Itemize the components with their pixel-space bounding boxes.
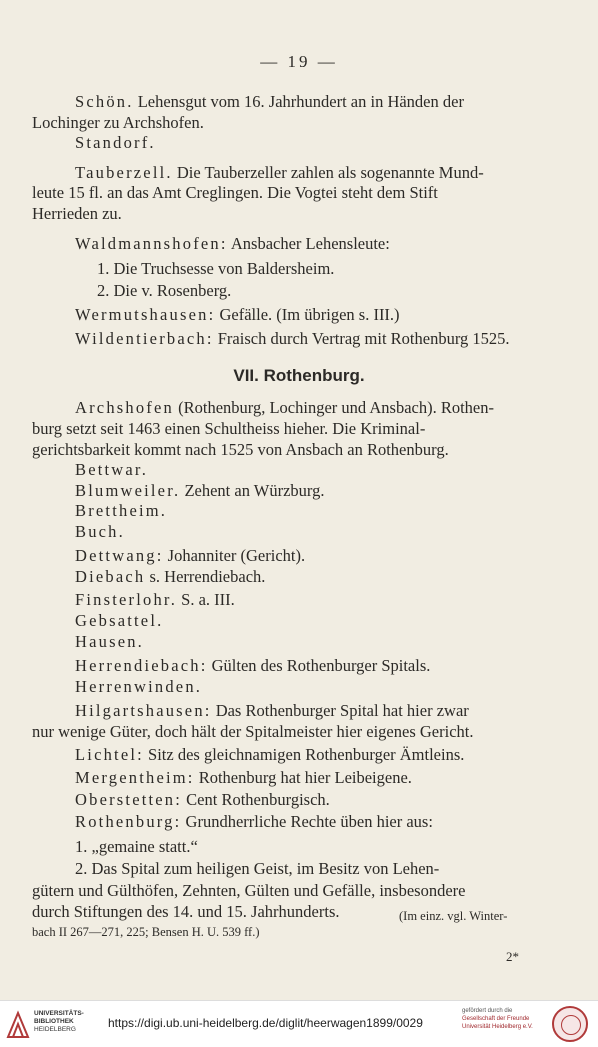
spaced-term: Wildentierbach:	[75, 329, 214, 348]
text-line	[32, 113, 204, 133]
line-text: Ansbacher Lehensleute:	[227, 234, 390, 253]
line-text: leute 15 fl. an das Amt Creglingen. Die Vogtei steht dem Stift	[32, 183, 438, 202]
spaced-term: Buch.	[75, 522, 125, 541]
spaced-term: Herrendiebach:	[75, 656, 208, 675]
text-line	[75, 501, 167, 521]
text-line	[75, 92, 464, 112]
spaced-term: Hilgartshausen:	[75, 701, 212, 720]
line-text: 1. „gemaine statt.“	[75, 837, 198, 856]
text-line	[75, 305, 400, 325]
text-line	[97, 259, 334, 279]
spaced-term: Standorf.	[75, 133, 156, 152]
text-line	[75, 398, 494, 418]
line-text: 1. Die Truchsesse von Baldersheim.	[97, 259, 335, 278]
spaced-term: Hausen.	[75, 632, 145, 651]
section-heading: VII. Rothenburg.	[233, 366, 365, 385]
text-line	[32, 902, 340, 922]
text-line	[32, 722, 473, 742]
line-text: gütern und Gülthöfen, Zehnten, Gülten und Gefälle, insbesondere	[32, 881, 466, 900]
line-text: Das Rothenburger Spital hat hier zwar	[211, 701, 469, 720]
line-text: burg setzt seit 1463 einen Schultheiss hieher. Die Kriminal-	[32, 419, 426, 438]
spaced-term: Gebsattel.	[75, 611, 164, 630]
spaced-term: Diebach	[75, 567, 146, 586]
text-line	[75, 790, 330, 810]
line-text: bach II 267—271, 225; Bensen H. U. 539 ff.)	[32, 925, 260, 939]
spaced-term: Finsterlohr.	[75, 590, 178, 609]
society-seal-icon	[552, 1006, 588, 1042]
permalink-url[interactable]: https://digi.ub.uni-heidelberg.de/diglit/heerwagen1899/0029	[108, 1016, 423, 1030]
line-text: nur wenige Güter, doch hält der Spitalmeister hier eigenes Gericht.	[32, 722, 474, 741]
text-line	[32, 922, 260, 942]
spaced-term: Dettwang:	[75, 546, 164, 565]
line-text: Sitz des gleichnamigen Rothenburger Ämtleins.	[143, 745, 465, 764]
line-text: Rothenburg hat hier Leibeigene.	[194, 768, 412, 787]
text-line	[75, 590, 235, 610]
spaced-term: Bettwar.	[75, 460, 149, 479]
library-logo-icon[interactable]	[6, 1009, 30, 1039]
spaced-term: Schön.	[75, 92, 134, 111]
text-line	[32, 183, 438, 203]
line-text: Zehent an Würzburg.	[180, 481, 325, 500]
spaced-term: Wermutshausen:	[75, 305, 216, 324]
text-line	[75, 632, 144, 652]
line-text: Lehensgut vom 16. Jahrhundert an in Händen der	[133, 92, 464, 111]
text-line	[75, 567, 265, 587]
viewer-footer	[0, 1000, 598, 1047]
text-line	[75, 611, 163, 631]
line-text: Fraisch durch Vertrag mit Rothenburg 1525.	[213, 329, 510, 348]
text-line	[75, 546, 305, 566]
spaced-term: Lichtel:	[75, 745, 144, 764]
spaced-term: Waldmannshofen:	[75, 234, 228, 253]
text-line	[75, 812, 433, 832]
line-text: S. a. III.	[177, 590, 235, 609]
line-text: Gefälle. (Im übrigen s. III.)	[215, 305, 400, 324]
text-line	[75, 133, 156, 153]
line-text: Cent Rothenburgisch.	[182, 790, 330, 809]
page-number: — 19 —	[260, 52, 338, 71]
line-text: Die Tauberzeller zahlen als sogenannte Mund-	[172, 163, 484, 182]
text-line	[32, 440, 449, 460]
line-text: Herrieden zu.	[32, 204, 122, 223]
text-line	[97, 281, 231, 301]
line-text: Lochinger zu Archshofen.	[32, 113, 204, 132]
line-text: Johanniter (Gericht).	[163, 546, 306, 565]
text-line	[75, 745, 464, 765]
signature-mark: 2*	[506, 949, 519, 964]
text-line	[75, 837, 198, 857]
sponsor-text: gefördert durch die Gesellschaft der Freunde Universität Heidelberg e.V.	[462, 1008, 533, 1030]
text-line	[75, 234, 390, 254]
text-line	[75, 656, 430, 676]
text-line	[32, 204, 122, 224]
text-line	[75, 460, 148, 480]
spaced-term: Rothenburg:	[75, 812, 182, 831]
line-text: 2. Die v. Rosenberg.	[97, 281, 232, 300]
spaced-term: Blumweiler.	[75, 481, 181, 500]
line-text: durch Stiftungen des 14. und 15. Jahrhunderts.	[32, 902, 340, 921]
spaced-term: Archshofen	[75, 398, 174, 417]
text-line	[75, 701, 469, 721]
spaced-term: Mergentheim:	[75, 768, 195, 787]
text-line	[75, 522, 125, 542]
spaced-term: Tauberzell.	[75, 163, 173, 182]
text-line	[75, 768, 412, 788]
text-line	[75, 859, 439, 879]
line-text: 2. Das Spital zum heiligen Geist, im Besitz von Lehen-	[75, 859, 440, 878]
line-text: s. Herrendiebach.	[145, 567, 266, 586]
spaced-term: Brettheim.	[75, 501, 168, 520]
spaced-term: Oberstetten:	[75, 790, 183, 809]
text-line	[75, 329, 510, 349]
citation-tail: (Im einz. vgl. Winter-	[399, 909, 508, 923]
spaced-term: Herrenwinden.	[75, 677, 203, 696]
text-line	[32, 419, 425, 439]
line-text: gerichtsbarkeit kommt nach 1525 von Ansbach an Rothenburg.	[32, 440, 449, 459]
text-line	[75, 481, 325, 501]
line-text: Grundherrliche Rechte üben hier aus:	[181, 812, 433, 831]
library-name: UNIVERSITÄTS- BIBLIOTHEK HEIDELBERG	[34, 1010, 84, 1033]
text-line	[75, 677, 202, 697]
text-line	[32, 881, 465, 901]
text-line	[75, 163, 484, 183]
line-text: (Rothenburg, Lochinger und Ansbach). Rothen-	[173, 398, 494, 417]
line-text: Gülten des Rothenburger Spitals.	[207, 656, 431, 675]
